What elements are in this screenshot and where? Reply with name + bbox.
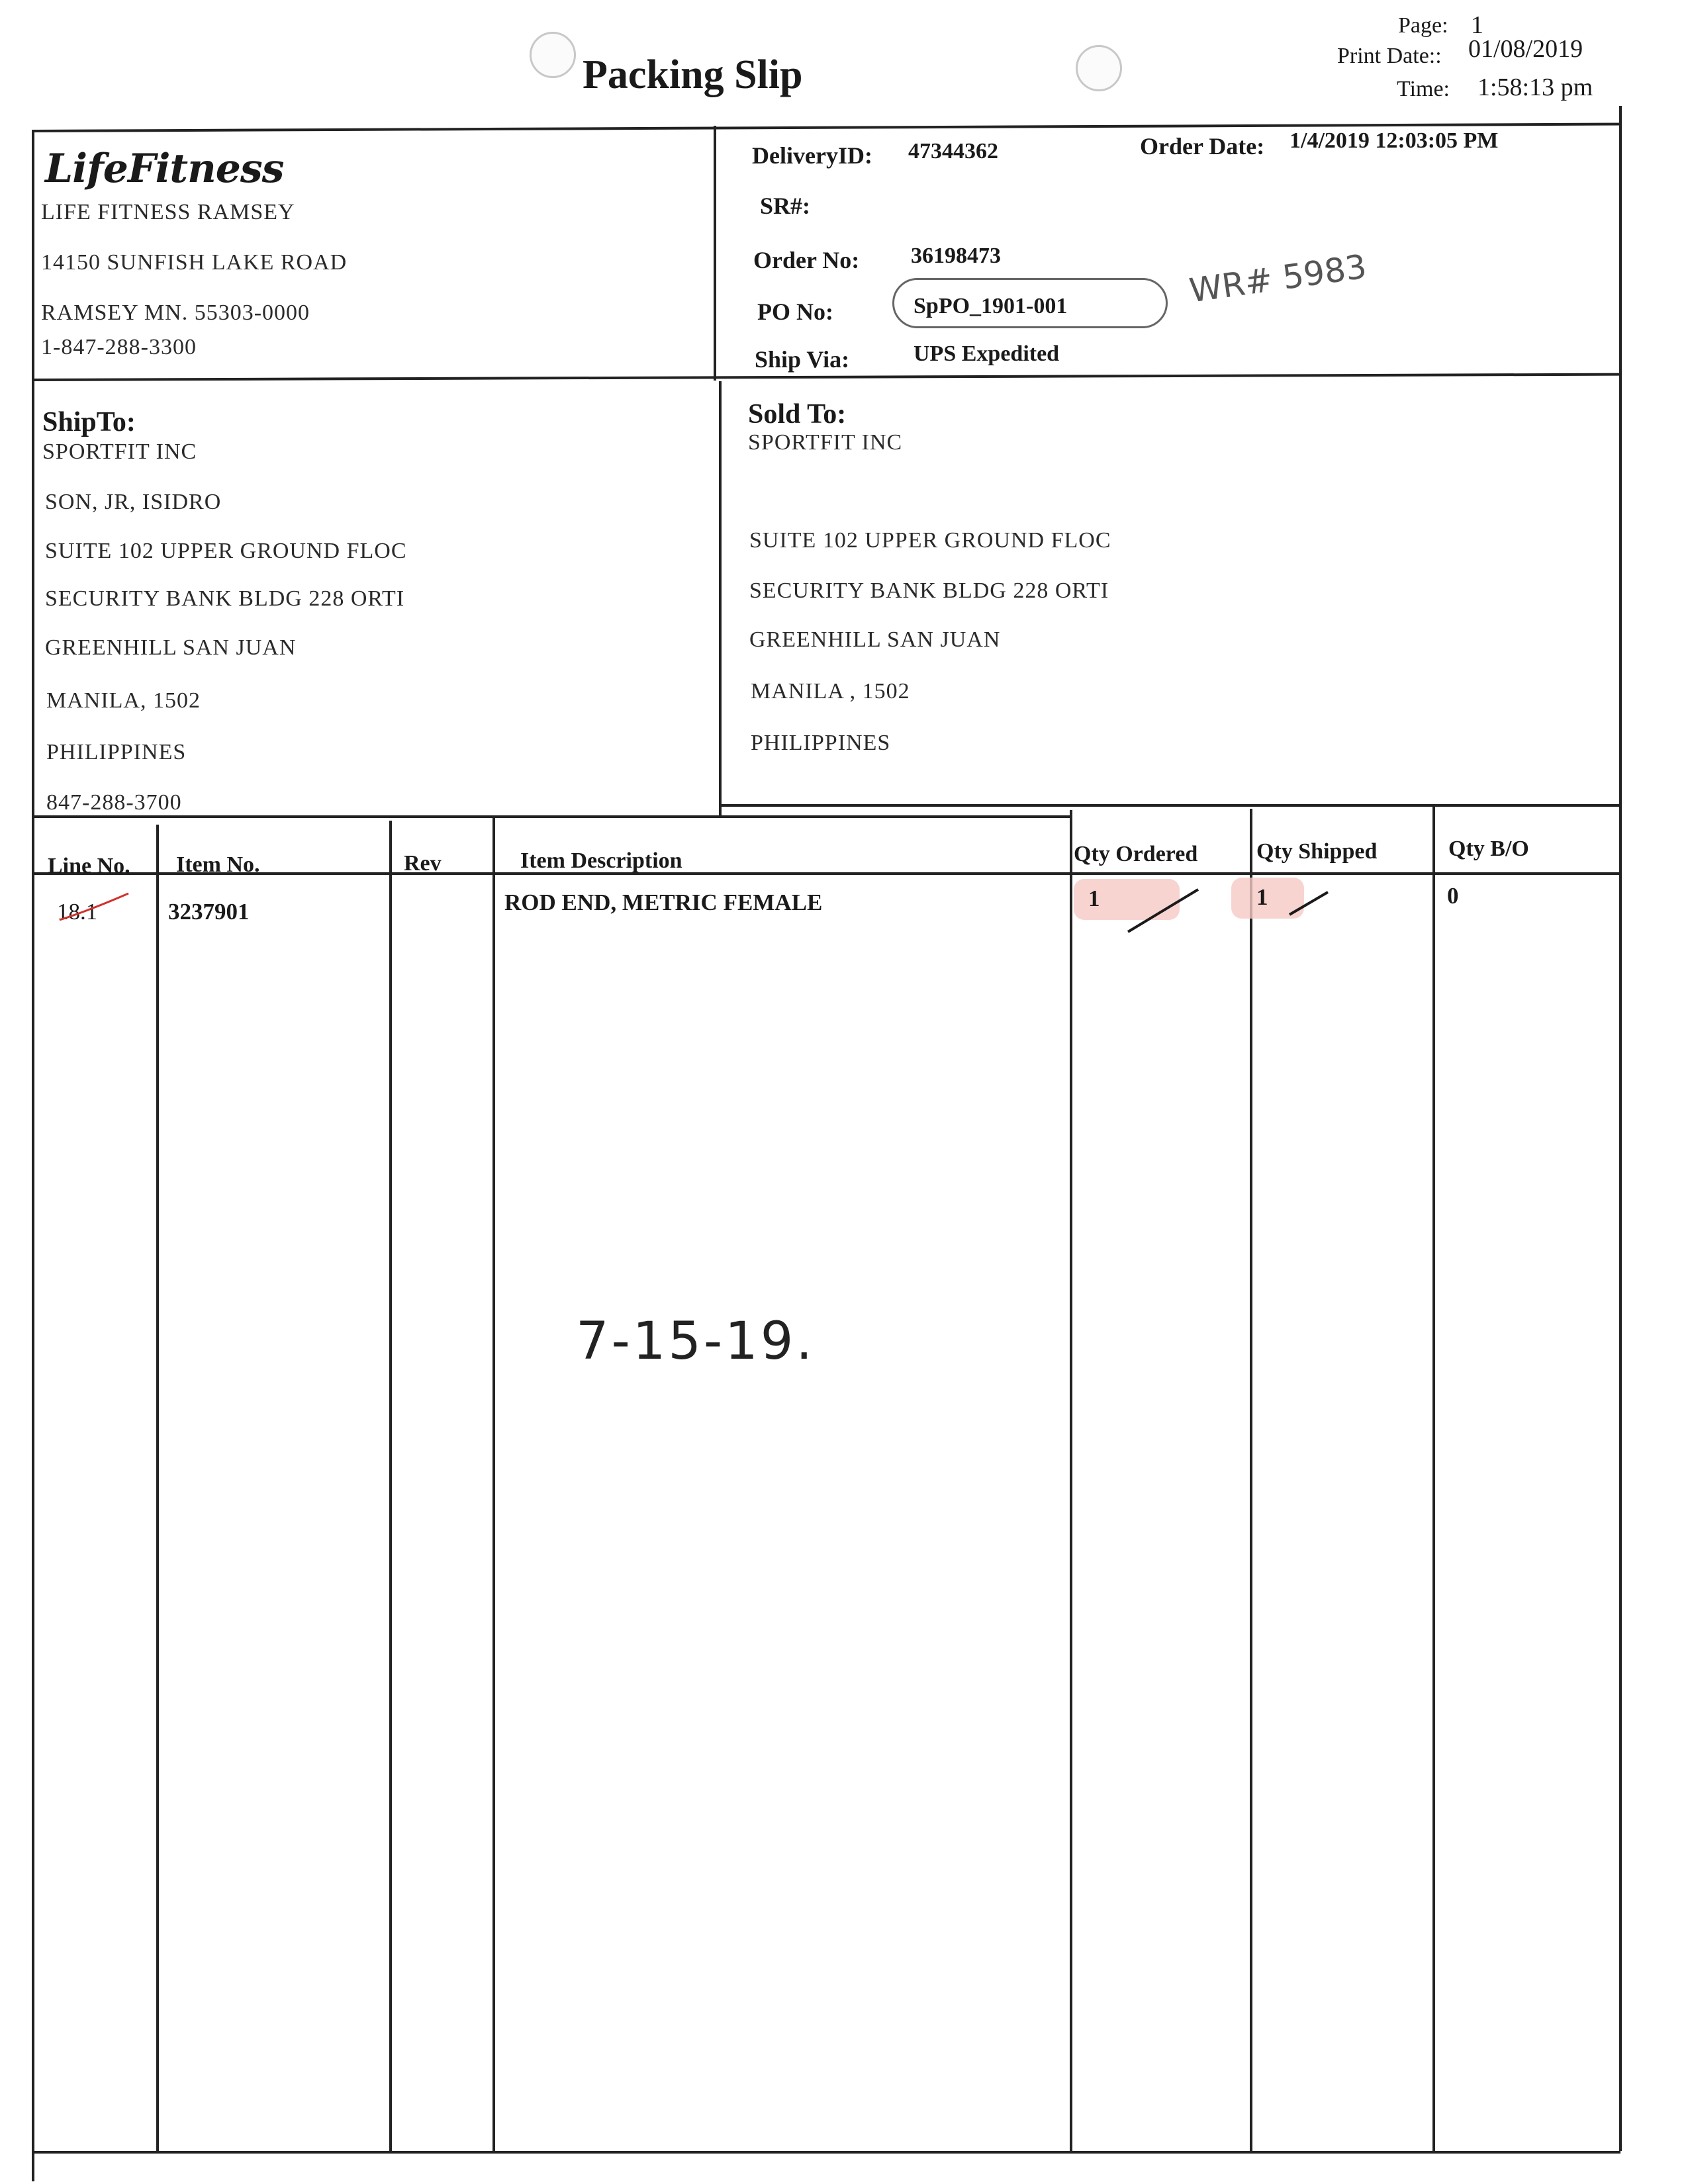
- time-value: 1:58:13 pm: [1477, 73, 1593, 101]
- punch-hole-right: [1076, 45, 1122, 91]
- divider-vendor-order: [714, 126, 716, 381]
- life-fitness-logo: LifeFitness: [45, 146, 284, 192]
- sold-to-line: SECURITY BANK BLDG 228 ORTI: [749, 578, 1109, 603]
- time-label: Time:: [1397, 77, 1450, 101]
- ship-via-label: Ship Via:: [755, 346, 850, 373]
- sold-to-name: SPORTFIT INC: [748, 430, 903, 455]
- col-header-qty-ordered: Qty Ordered: [1074, 842, 1198, 866]
- row-qty-ordered: 1: [1088, 886, 1100, 911]
- row-item-no: 3237901: [168, 899, 250, 925]
- vendor-phone: 1-847-288-3300: [41, 335, 197, 359]
- line-no-strike-mark: [56, 891, 135, 924]
- delivery-id-value: 47344362: [908, 139, 998, 163]
- ship-to-line: SUITE 102 UPPER GROUND FLOC: [45, 539, 407, 563]
- sold-to-title: Sold To:: [748, 399, 847, 430]
- ship-to-line: SECURITY BANK BLDG 228 ORTI: [45, 586, 405, 611]
- vendor-street: 14150 SUNFISH LAKE ROAD: [41, 250, 348, 275]
- ship-to-line: SPORTFIT INC: [42, 439, 197, 464]
- sold-to-line: SUITE 102 UPPER GROUND FLOC: [749, 528, 1111, 553]
- frame-bottom: [32, 2151, 1620, 2154]
- col-divider-3: [492, 818, 495, 2151]
- col-header-qty-bo: Qty B/O: [1448, 837, 1529, 861]
- col-header-item-no: Item No.: [176, 852, 260, 877]
- col-divider-4: [1070, 810, 1072, 2151]
- col-divider-5: [1250, 809, 1252, 2151]
- col-header-qty-shipped: Qty Shipped: [1256, 839, 1378, 864]
- row-line-no: 18.1: [57, 899, 98, 925]
- vendor-name: LIFE FITNESS RAMSEY: [41, 200, 295, 224]
- table-header-top-left: [34, 815, 1071, 818]
- divider-shipto-soldto: [719, 381, 722, 815]
- sold-to-line: PHILIPPINES: [751, 731, 891, 755]
- ship-to-title: ShipTo:: [42, 407, 136, 437]
- col-header-line-no: Line No.: [48, 854, 130, 878]
- sold-to-line: GREENHILL SAN JUAN: [749, 627, 1001, 652]
- page-title: Packing Slip: [583, 52, 803, 97]
- ship-to-line: 847-288-3700: [46, 790, 182, 815]
- col-divider-6: [1432, 806, 1435, 2151]
- col-header-description: Item Description: [520, 848, 682, 873]
- print-date-value: 01/08/2019: [1468, 35, 1583, 63]
- page-number: 1: [1471, 11, 1483, 39]
- punch-hole-left: [530, 32, 576, 78]
- row-qty-shipped: 1: [1256, 884, 1268, 910]
- divider-top-section: [32, 373, 1620, 381]
- col-divider-2: [389, 821, 392, 2151]
- qty-ordered-check-mark: [1125, 884, 1205, 937]
- frame-left: [32, 130, 34, 2181]
- po-no-label: PO No:: [757, 298, 833, 325]
- col-header-rev: Rev: [404, 851, 442, 876]
- delivery-id-label: DeliveryID:: [752, 142, 872, 169]
- frame-right: [1619, 106, 1622, 2151]
- handwritten-wr-note: WR# 5983: [1187, 247, 1369, 310]
- ship-to-line: GREENHILL SAN JUAN: [45, 635, 297, 660]
- row-description: ROD END, METRIC FEMALE: [504, 889, 823, 915]
- order-date-value: 1/4/2019 12:03:05 PM: [1289, 128, 1499, 153]
- order-no-value: 36198473: [911, 244, 1001, 268]
- ship-to-line: PHILIPPINES: [46, 740, 187, 764]
- ship-to-line: MANILA, 1502: [46, 688, 201, 713]
- page-label: Page:: [1398, 13, 1448, 38]
- divider-address-section: [719, 804, 1620, 807]
- col-divider-1: [156, 825, 159, 2151]
- ship-to-line: SON, JR, ISIDRO: [45, 490, 222, 514]
- sr-label: SR#:: [760, 193, 811, 219]
- vendor-city: RAMSEY MN. 55303-0000: [41, 300, 310, 325]
- order-no-label: Order No:: [753, 247, 860, 273]
- ship-via-value: UPS Expedited: [914, 341, 1060, 366]
- qty-shipped-check-mark: [1287, 887, 1333, 920]
- order-date-label: Order Date:: [1140, 133, 1265, 159]
- table-header-bottom: [34, 872, 1620, 875]
- handwritten-date: 7-15-19.: [576, 1312, 816, 1371]
- sold-to-line: MANILA , 1502: [751, 679, 910, 704]
- row-qty-bo: 0: [1447, 883, 1459, 909]
- print-date-label: Print Date::: [1337, 44, 1442, 68]
- po-no-value: SpPO_1901-001: [914, 294, 1068, 318]
